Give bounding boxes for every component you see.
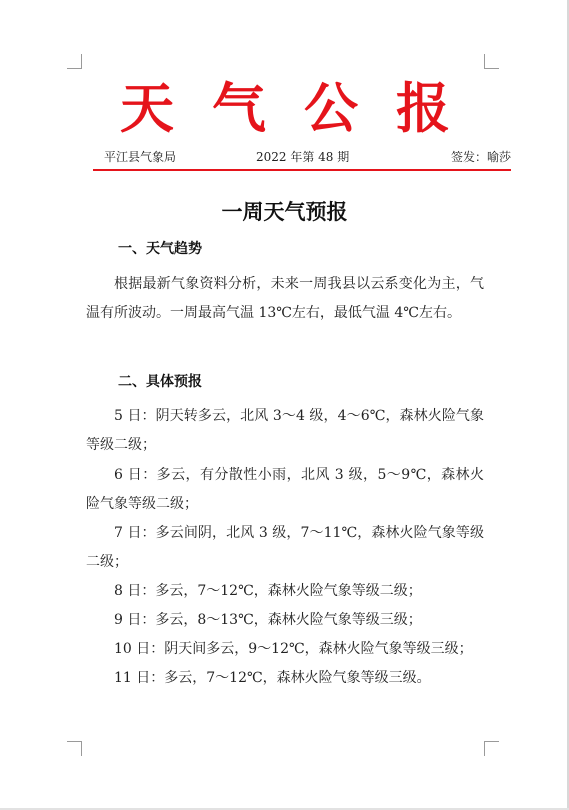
masthead-char: 气 — [212, 77, 266, 140]
forecast-day-7: 7 日：多云间阴，北风 3 级，7～11℃，森林火险气象等级二级； — [86, 525, 484, 570]
crop-mark-top-left — [67, 54, 82, 69]
trend-paragraph: 根据最新气象资料分析，未来一周我县以云系变化为主，气温有所波动。一周最高气温 13℃左右，最低气温 4℃左右。 — [86, 276, 484, 321]
forecast-day-8: 8 日：多云，7～12℃，森林火险气象等级二级； — [114, 583, 422, 599]
section-heading-trend: 一、天气趋势 — [118, 241, 202, 257]
section-heading-detail: 二、具体预报 — [118, 374, 202, 390]
issue-number: 2022 年第 48 期 — [256, 150, 350, 164]
crop-mark-top-right — [484, 54, 499, 69]
issue-line — [104, 148, 511, 166]
masthead-char: 天 — [120, 77, 174, 140]
document-title: 一周天气预报 — [221, 200, 348, 224]
signer: 签发：喻莎 — [450, 150, 511, 164]
forecast-day-6: 6 日：多云，有分散性小雨，北风 3 级，5～9℃，森林火险气象等级二级； — [86, 467, 484, 512]
forecast-day-11: 11 日：多云，7～12℃，森林火险气象等级三级。 — [114, 670, 431, 686]
forecast-day-5: 5 日：阴天转多云，北风 3～4 级，4～6℃，森林火险气象等级二级； — [86, 408, 484, 453]
masthead — [86, 78, 484, 140]
crop-mark-bottom-right — [484, 741, 499, 756]
forecast-day-9: 9 日：多云，8～13℃，森林火险气象等级三级； — [114, 612, 422, 628]
publisher: 平江县气象局 — [104, 150, 177, 164]
red-divider — [93, 169, 511, 171]
forecast-day-10: 10 日：阴天间多云，9～12℃，森林火险气象等级三级； — [114, 641, 473, 657]
masthead-char: 报 — [396, 77, 450, 140]
crop-mark-bottom-left — [67, 741, 82, 756]
masthead-char: 公 — [304, 77, 358, 140]
